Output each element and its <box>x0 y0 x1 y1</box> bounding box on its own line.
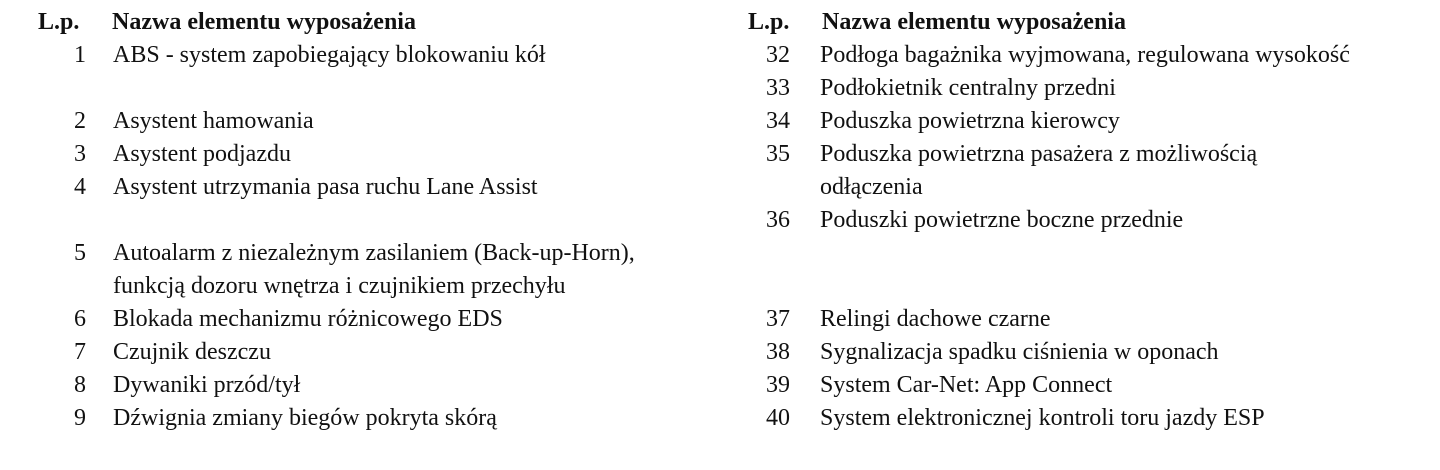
row-number: 1 <box>74 42 86 68</box>
row-number: 33 <box>766 75 790 101</box>
table-row <box>38 369 718 402</box>
row-name: System Car-Net: App Connect <box>820 372 1113 398</box>
row-number: 7 <box>74 339 86 365</box>
table-row <box>38 402 718 435</box>
row-name: Poduszka powietrzna pasażera z możliwością odłączenia <box>820 141 1258 200</box>
equipment-table-right <box>748 6 1428 435</box>
row-number: 6 <box>74 306 86 332</box>
name-header: Nazwa elementu wyposażenia <box>822 9 1126 35</box>
table-row <box>748 402 1428 435</box>
table-row <box>748 336 1428 369</box>
table-row <box>38 171 718 204</box>
row-number: 40 <box>766 405 790 431</box>
row-name: Podłoga bagażnika wyjmowana, regulowana wysokość <box>820 42 1350 68</box>
row-name: Sygnalizacja spadku ciśnienia w oponach <box>820 339 1219 365</box>
row-number: 38 <box>766 339 790 365</box>
row-number: 32 <box>766 42 790 68</box>
row-name: Autoalarm z niezależnym zasilaniem (Back-up-Horn), funkcją dozoru wnętrza i czujnikiem przechyłu <box>113 240 635 299</box>
table-header-right <box>748 6 1428 39</box>
table-row <box>748 138 1428 204</box>
row-name: System elektronicznej kontroli toru jazdy ESP <box>820 405 1265 431</box>
row-name: Asystent utrzymania pasa ruchu Lane Assist <box>113 174 538 200</box>
table-row <box>748 39 1428 72</box>
row-number: 4 <box>74 174 86 200</box>
equipment-table-left <box>38 6 718 435</box>
table-row <box>748 303 1428 336</box>
row-number: 2 <box>74 108 86 134</box>
table-row <box>38 39 718 72</box>
table-row <box>748 105 1428 138</box>
row-number: 9 <box>74 405 86 431</box>
row-number: 35 <box>766 141 790 167</box>
row-name: Dźwignia zmiany biegów pokryta skórą <box>113 405 497 431</box>
table-row <box>748 204 1428 237</box>
row-number: 34 <box>766 108 790 134</box>
row-name: Podłokietnik centralny przedni <box>820 75 1116 101</box>
table-row <box>748 369 1428 402</box>
row-name: Blokada mechanizmu różnicowego EDS <box>113 306 503 332</box>
row-number: 5 <box>74 240 86 266</box>
table-row <box>38 138 718 171</box>
row-number: 3 <box>74 141 86 167</box>
lp-header: L.p. <box>38 9 80 35</box>
row-number: 37 <box>766 306 790 332</box>
table-row <box>38 303 718 336</box>
table-row <box>38 105 718 138</box>
row-name: ABS - system zapobiegający blokowaniu kół <box>113 42 546 68</box>
row-name: Dywaniki przód/tył <box>113 372 301 398</box>
row-name: Poduszka powietrzna kierowcy <box>820 108 1120 134</box>
row-number: 39 <box>766 372 790 398</box>
row-name: Relingi dachowe czarne <box>820 306 1051 332</box>
row-name: Asystent podjazdu <box>113 141 291 167</box>
table-row <box>748 72 1428 105</box>
lp-header: L.p. <box>748 9 790 35</box>
table-row <box>38 237 718 303</box>
row-name: Poduszki powietrzne boczne przednie <box>820 207 1184 233</box>
table-row <box>38 336 718 369</box>
row-number: 36 <box>766 207 790 233</box>
row-name: Asystent hamowania <box>113 108 314 134</box>
row-number: 8 <box>74 372 86 398</box>
row-name: Czujnik deszczu <box>113 339 271 365</box>
table-header-left <box>38 6 718 39</box>
name-header: Nazwa elementu wyposażenia <box>112 9 416 35</box>
